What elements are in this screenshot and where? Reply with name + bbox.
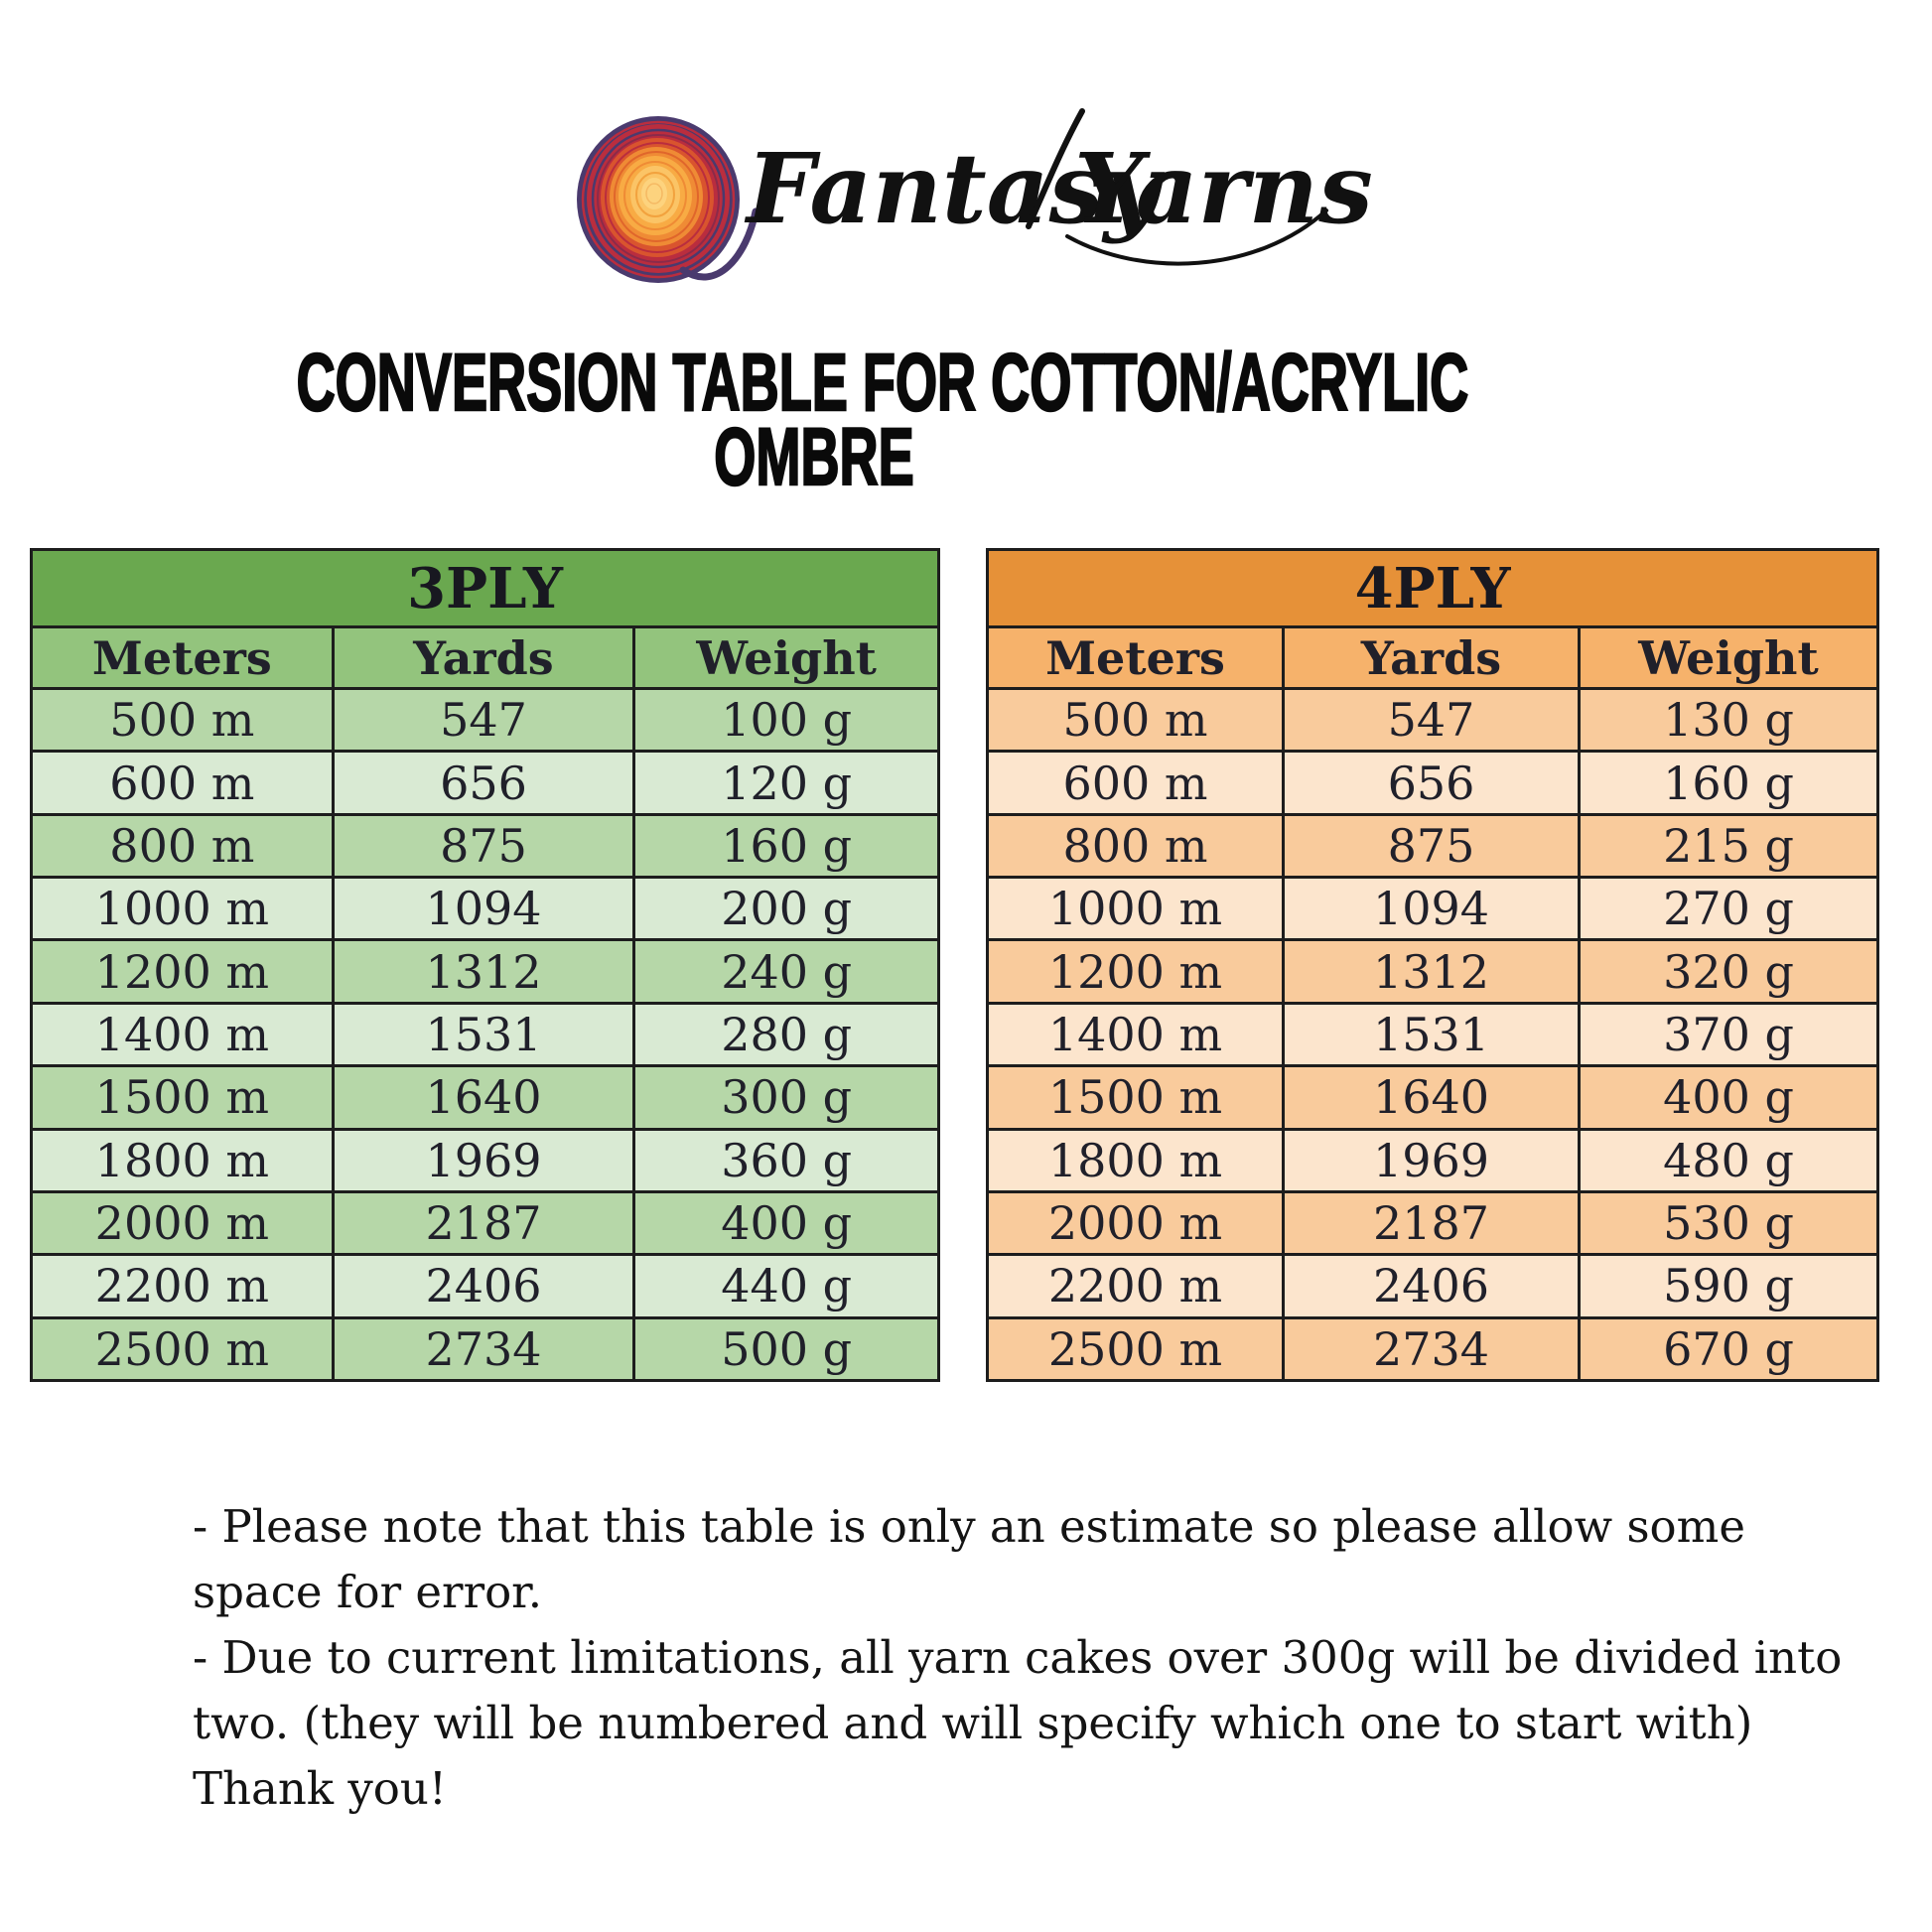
table-row	[989, 753, 1876, 815]
brand-word-yarns: Yarns	[1074, 132, 1373, 245]
title-line-1: CONVERSION TABLE FOR COTTON/ACRYLIC	[296, 338, 1469, 428]
table-cell: 1640	[1285, 1067, 1581, 1127]
table-cell: 320 g	[1663, 944, 1794, 999]
brand-word-fantasy: Fantasy	[747, 132, 1160, 245]
table-row	[989, 941, 1876, 1004]
table-cell: 547	[335, 690, 636, 750]
table-cell: 1800 m	[33, 1131, 335, 1190]
table-row	[33, 1319, 937, 1379]
brand-logo-svg	[0, 0, 1932, 318]
table-cell: 130 g	[1663, 693, 1794, 748]
table-cell: 590 g	[1663, 1259, 1794, 1313]
table-row	[33, 941, 937, 1004]
table-cell: 1200 m	[33, 941, 335, 1001]
table-cell: 1969	[1285, 1131, 1581, 1190]
table-cell: 100 g	[721, 693, 853, 748]
table-3ply	[30, 548, 940, 1382]
table-cell: 1640	[335, 1067, 636, 1127]
table-row	[989, 690, 1876, 753]
table-cell: 1400 m	[33, 1005, 335, 1064]
table-row	[33, 1005, 937, 1067]
table-row	[989, 1067, 1876, 1130]
title-line-2: OMBRE	[714, 412, 914, 502]
table-row	[989, 1256, 1876, 1318]
note-line: - Please note that this table is only an estimate so please allow some	[193, 1500, 1745, 1553]
table-cell: 1500 m	[989, 1067, 1285, 1127]
table-cell: 120 g	[721, 756, 853, 810]
table-4ply	[986, 548, 1879, 1382]
table-cell: 280 g	[721, 1007, 853, 1061]
table-cell: 200 g	[721, 882, 853, 936]
table-cell: 1000 m	[989, 879, 1285, 938]
table-cell: 500 m	[33, 690, 335, 750]
column-header-yards: Yards	[1285, 628, 1581, 687]
table-cell: 2406	[335, 1256, 636, 1315]
table-row	[989, 1193, 1876, 1256]
note-line: Thank you!	[193, 1762, 447, 1815]
table-cell: 875	[1285, 816, 1581, 876]
table-cell: 1969	[335, 1131, 636, 1190]
table-row	[989, 1131, 1876, 1193]
table-cell: 1400 m	[989, 1005, 1285, 1064]
note-line: - Due to current limitations, all yarn cakes over 300g will be divided into	[193, 1631, 1843, 1684]
table-cell: 270 g	[1663, 882, 1794, 936]
table-row	[33, 1131, 937, 1193]
table-cell: 656	[1285, 753, 1581, 812]
table-cell: 240 g	[721, 944, 853, 999]
column-header-weight: Weight	[1638, 630, 1819, 685]
column-header-weight: Weight	[696, 630, 877, 685]
table-row	[989, 1005, 1876, 1067]
table-cell: 400 g	[721, 1196, 853, 1251]
table-cell: 670 g	[1663, 1321, 1794, 1376]
table-cell: 360 g	[721, 1133, 853, 1187]
table-cell: 2187	[335, 1193, 636, 1253]
brand-logo	[0, 0, 1932, 318]
table-cell: 400 g	[1663, 1070, 1794, 1125]
table-cell: 530 g	[1663, 1196, 1794, 1251]
table-cell: 800 m	[33, 816, 335, 876]
table-cell: 300 g	[721, 1070, 853, 1125]
table-cell: 370 g	[1663, 1007, 1794, 1061]
column-header-meters: Meters	[989, 628, 1285, 687]
table-cell: 2734	[1285, 1319, 1581, 1379]
table-row	[33, 690, 937, 753]
table-cell: 2500 m	[33, 1319, 335, 1379]
table-row	[33, 1256, 937, 1318]
table-cell: 2200 m	[33, 1256, 335, 1315]
table-cell: 2500 m	[989, 1319, 1285, 1379]
table-cell: 800 m	[989, 816, 1285, 876]
column-header-yards: Yards	[335, 628, 636, 687]
table-cell: 1000 m	[33, 879, 335, 938]
table-cell: 2000 m	[989, 1193, 1285, 1253]
notes	[193, 1494, 1900, 1822]
table-cell: 1312	[335, 941, 636, 1001]
column-header-row	[33, 628, 937, 690]
table-cell: 600 m	[33, 753, 335, 812]
note-line: space for error.	[193, 1566, 543, 1618]
table-cell: 480 g	[1663, 1133, 1794, 1187]
table-cell: 1800 m	[989, 1131, 1285, 1190]
table-cell: 656	[335, 753, 636, 812]
table-row	[33, 1193, 937, 1256]
table-row	[33, 879, 937, 941]
table-cell: 2200 m	[989, 1256, 1285, 1315]
table-cell: 500 m	[989, 690, 1285, 750]
table-cell: 215 g	[1663, 818, 1794, 873]
table-row	[989, 1319, 1876, 1379]
table-cell: 160 g	[721, 818, 853, 873]
table-cell: 1312	[1285, 941, 1581, 1001]
table-cell: 2187	[1285, 1193, 1581, 1253]
table-cell: 2734	[335, 1319, 636, 1379]
table-cell: 1200 m	[989, 941, 1285, 1001]
note-line: two. (they will be numbered and will specify which one to start with)	[193, 1697, 1753, 1749]
page-title	[296, 338, 1469, 502]
table-cell: 1094	[335, 879, 636, 938]
table-cell: 1500 m	[33, 1067, 335, 1127]
table-row	[989, 879, 1876, 941]
column-header-row	[989, 628, 1876, 690]
table-cell: 2406	[1285, 1256, 1581, 1315]
table-cell: 547	[1285, 690, 1581, 750]
table-cell: 2000 m	[33, 1193, 335, 1253]
table-cell: 440 g	[721, 1259, 853, 1313]
table-cell: 875	[335, 816, 636, 876]
table-row	[33, 1067, 937, 1130]
table-cell: 1531	[1285, 1005, 1581, 1064]
table-row	[989, 816, 1876, 879]
yarn-ball-icon	[577, 116, 740, 283]
table-row	[33, 753, 937, 815]
table-cell: 160 g	[1663, 756, 1794, 810]
table-title-4ply: 4PLY	[989, 551, 1876, 628]
column-header-meters: Meters	[33, 628, 335, 687]
table-cell: 1094	[1285, 879, 1581, 938]
table-cell: 500 g	[721, 1321, 853, 1376]
table-title-3ply: 3PLY	[33, 551, 937, 628]
table-cell: 1531	[335, 1005, 636, 1064]
table-row	[33, 816, 937, 879]
table-cell: 600 m	[989, 753, 1285, 812]
